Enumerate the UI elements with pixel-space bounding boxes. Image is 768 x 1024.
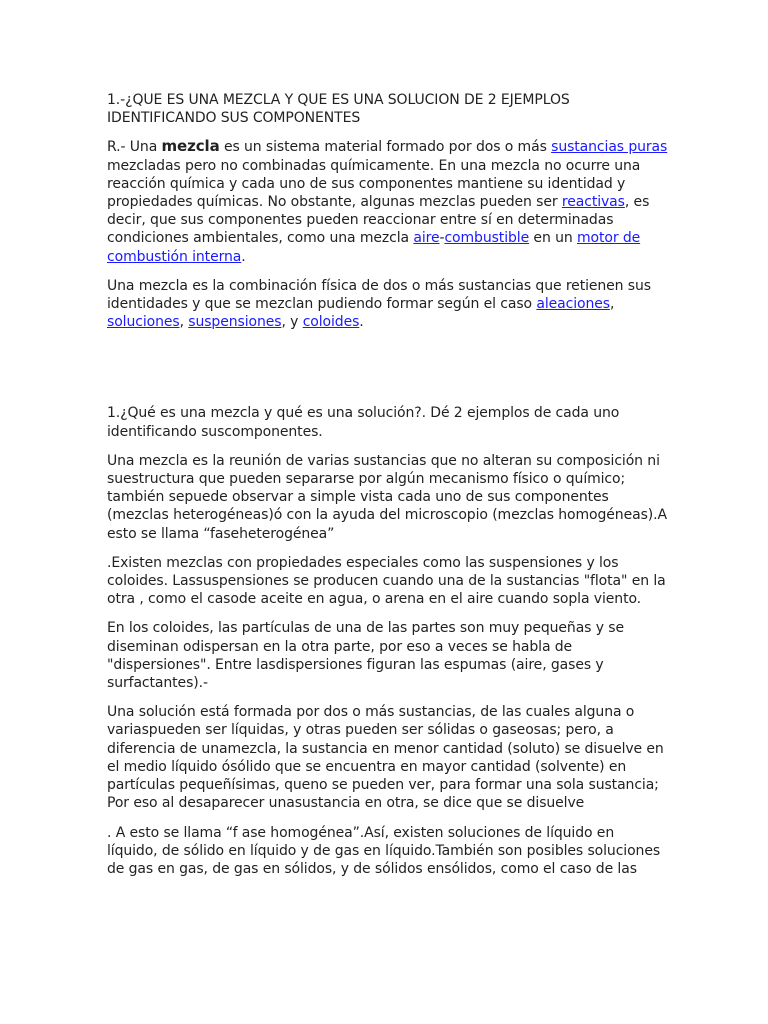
comma-2: , — [179, 314, 189, 331]
link-combustible[interactable]: combustible — [444, 230, 530, 247]
coloides-paragraph: En los coloides, las partículas de una de las partes son muy pequeñas y se diseminan odispersan en la otra parte, por eso a veces se habla de "dispersiones". Entre lasdispersiones figuran las espumas (aire, gases y surfactantes).- — [107, 620, 624, 692]
fase-homogenea-paragraph: . A esto se llama “f ase homogénea”.Así, existen soluciones de líquido en líquido, de sólido en líquido y de gas en líquido.También son posibles soluciones de gas en gas, de gas en sólidos, y de sólidos ensólidos, como el caso de las — [107, 824, 661, 877]
suspensiones-paragraph: .Existen mezclas con propiedades especiales como las suspensiones y los coloides. Lassuspensiones se producen cuando una de la sustancias "flota" en la otra , como el casode aceite en agua, o arena en el aire cuando sopla viento. — [107, 554, 666, 608]
answer-text-2: mezcladas pero no combinadas químicamente. En una mezcla no ocurre una reacción química y cada uno de sus componentes mantiene su identidad y propiedades químicas. No obstante, algunas mezclas pueden ser — [107, 157, 641, 211]
link-motor-combustion[interactable]: motor de combustión interna — [107, 230, 641, 265]
section-spacer — [107, 342, 668, 404]
answer-text-5: . — [241, 248, 246, 265]
mezcla-paragraph: Una mezcla es la reunión de varias sustancias que no alteran su composición ni suestructura que pueden separarse por algún mecanismo físico o químico; también sepuede observar a simple vista cada uno de sus componentes (mezclas heterogéneas)ó con la ayuda del microscopio (mezclas homogéneas).A esto se llama “faseheterogénea” — [107, 452, 667, 542]
link-reactivas[interactable]: reactivas — [561, 194, 625, 211]
link-soluciones[interactable]: soluciones — [107, 314, 180, 331]
answer-text-4: en un — [529, 230, 577, 247]
answer-text-1: es un sistema material formado por dos o más — [219, 139, 552, 156]
comma-1: , — [609, 296, 615, 313]
answer-paragraph — [107, 137, 668, 265]
link-sustancias-puras[interactable]: sustancias puras — [551, 139, 668, 156]
link-coloides[interactable]: coloides — [302, 314, 360, 331]
link-aire[interactable]: aire — [413, 230, 440, 247]
link-aleaciones[interactable]: aleaciones — [536, 296, 610, 313]
question-heading-2: 1.¿Qué es una mezcla y qué es una solución?. Dé 2 ejemplos de cada uno identificando suscomponentes. — [107, 405, 620, 440]
period: . — [359, 314, 364, 331]
answer-text-3: , es decir, que sus componentes pueden reaccionar entre sí en determinadas condiciones ambientales, como una mezcla — [107, 194, 650, 247]
answer-prefix: R.- Una — [107, 139, 162, 156]
term-mezcla: mezcla — [161, 137, 220, 156]
definition-text: Una mezcla es la combinación física de dos o más sustancias que retienen sus identidades y que se mezclan pudiendo formar según el caso — [107, 277, 651, 313]
solucion-paragraph: Una solución está formada por dos o más sustancias, de las cuales alguna o variaspueden ser líquidas, y otras pueden ser sólidas o gaseosas; pero, a diferencia de unamezcla, la sustancia en menor cantidad (soluto) se disuelve en el medio líquido ósólido que se encuentra en mayor cantidad (solvente) en partículas pequeñísimas, queno se pueden ver, para formar una sola sustancia; Por eso al desaparecer unasustancia en otra, se dice que se disuelve — [107, 704, 664, 812]
question-heading-1: 1.-¿QUE ES UNA MEZCLA Y QUE ES UNA SOLUCION DE 2 EJEMPLOS IDENTIFICANDO SUS COMPONENTES — [107, 92, 570, 127]
link-suspensiones[interactable]: suspensiones — [188, 314, 282, 331]
comma-and: , y — [281, 314, 303, 331]
definition-paragraph — [107, 277, 668, 332]
answer-dash: - — [439, 230, 445, 247]
